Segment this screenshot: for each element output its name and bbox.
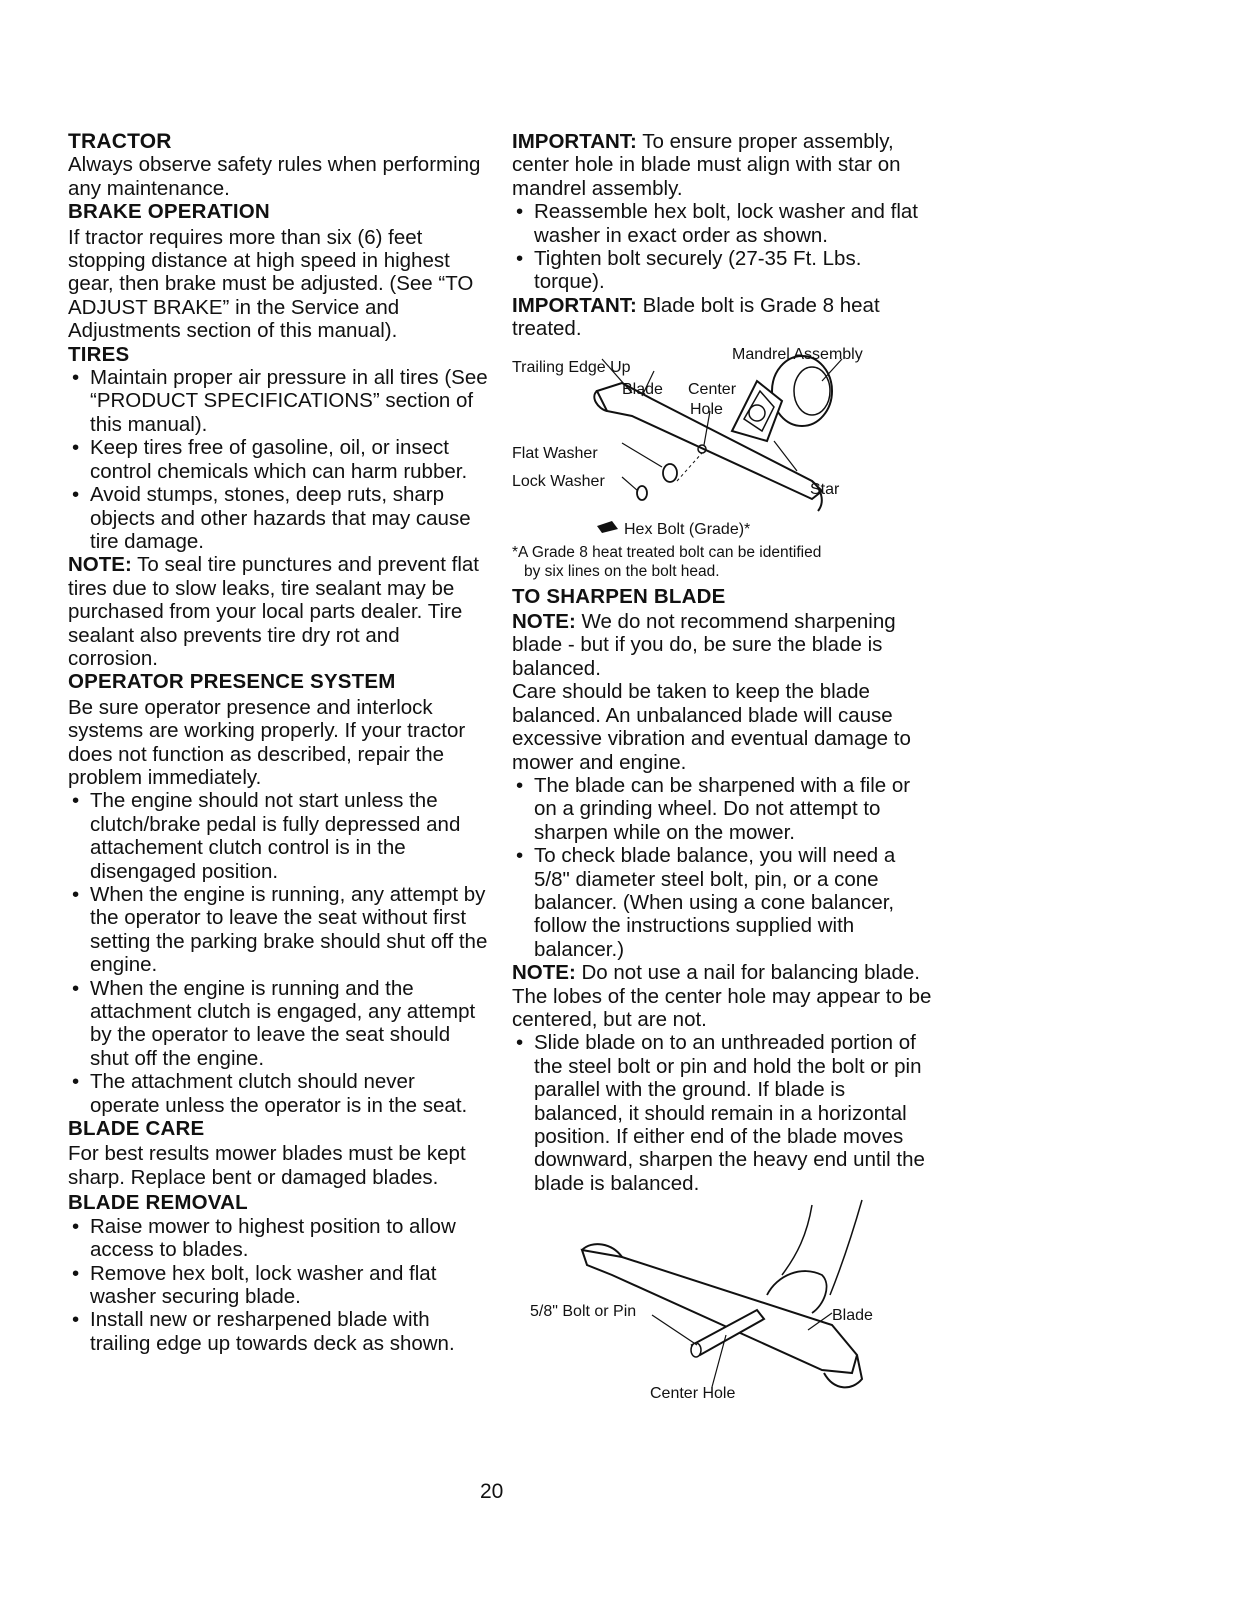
note-text: To seal tire punctures and prevent flat tires due to slow leaks, tire sealant may be purchased from your local parts dealer. Tire sealant also prevents tire dry rot and corrosion. bbox=[68, 553, 479, 670]
list-item: • To check blade balance, you will need a 5/8" diameter steel bolt, pin, or a cone balancer. (When using a cone balancer, follow the instructions supplied with balancer.) bbox=[512, 844, 932, 961]
important-label: IMPORTANT: bbox=[512, 293, 637, 317]
ops-heading: OPERATOR PRESENCE SYSTEM bbox=[68, 670, 396, 694]
blade-removal-heading: BLADE REMOVAL bbox=[68, 1191, 248, 1215]
tires-heading: TIRES bbox=[68, 342, 130, 366]
blade-label: Blade bbox=[622, 380, 663, 398]
important-text: To ensure proper assembly, center hole in blade must align with star on mandrel assembly. bbox=[512, 130, 901, 200]
page-number: 20 bbox=[480, 1480, 504, 1503]
brake-text: If tractor requires more than six (6) feet stopping distance at high speed in highest gear, then brake must be adjusted. (See “TO ADJUST BRAKE” in the Service and Adjustments section of this manual). bbox=[68, 225, 474, 343]
note-text: We do not recommend sharpening blade - but if you do, be sure the blade is balanced. bbox=[512, 610, 896, 680]
blade-assembly-figure bbox=[512, 341, 932, 541]
tires-list bbox=[68, 366, 488, 553]
hole-label: Hole bbox=[690, 400, 723, 418]
right-column bbox=[512, 130, 932, 1415]
important-2 bbox=[512, 294, 932, 341]
ops-text: Be sure operator presence and interlock systems are working properly. If your tractor does not function as described, repair the problem immediately. bbox=[68, 695, 466, 789]
list-item: • Raise mower to highest position to allow access to blades. bbox=[68, 1215, 488, 1262]
list-item: • Install new or resharpened blade with trailing edge up towards deck as shown. bbox=[68, 1308, 488, 1355]
tires-note bbox=[68, 553, 488, 670]
footnote-line: *A Grade 8 heat treated bolt can be identified bbox=[512, 543, 822, 561]
list-item: • Keep tires free of gasoline, oil, or insect control chemicals which can harm rubber. bbox=[68, 436, 488, 483]
list-item: • The blade can be sharpened with a file or on a grinding wheel. Do not attempt to sharpen while on the mower. bbox=[512, 774, 932, 844]
important-label: IMPORTANT: bbox=[512, 130, 637, 153]
list-item: • Remove hex bolt, lock washer and flat washer securing blade. bbox=[68, 1262, 488, 1309]
list-item: • Tighten bolt securely (27-35 Ft. Lbs. torque). bbox=[512, 247, 932, 294]
footnote-line: by six lines on the bolt head. bbox=[524, 562, 720, 580]
blade-care-text: For best results mower blades must be kept sharp. Replace bent or damaged blades. bbox=[68, 1142, 466, 1189]
list-item: • Maintain proper air pressure in all tires (See “PRODUCT SPECIFICATIONS” section of this manual). bbox=[68, 366, 488, 436]
list-item: • The attachment clutch should never operate unless the operator is in the seat. bbox=[68, 1070, 488, 1117]
balance-list bbox=[512, 1031, 932, 1195]
sharpen-text: Care should be taken to keep the blade balanced. An unbalanced blade will cause excessive vibration and eventual damage to mower and engine. bbox=[512, 680, 911, 774]
note-text: Do not use a nail for balancing blade. The lobes of the center hole may appear to be centered, but are not. bbox=[512, 961, 932, 1031]
brake-heading: BRAKE OPERATION bbox=[68, 200, 270, 224]
note-label: NOTE: bbox=[512, 961, 576, 985]
tractor-heading: TRACTOR bbox=[68, 130, 172, 153]
mandrel-label: Mandrel Assembly bbox=[732, 345, 863, 363]
hex-bolt-label: Hex Bolt (Grade)* bbox=[624, 520, 751, 538]
sharpen-heading: TO SHARPEN BLADE bbox=[512, 584, 726, 608]
list-item: • When the engine is running and the attachment clutch is engaged, any attempt by the operator to leave the seat should shut off the engine. bbox=[68, 977, 488, 1071]
list-item: • When the engine is running, any attempt by the operator to leave the seat without first setting the parking brake should shut off the engine. bbox=[68, 883, 488, 977]
left-column bbox=[68, 130, 488, 1355]
grade-8-footnote bbox=[512, 543, 932, 581]
center-hole-label: Center Hole bbox=[650, 1385, 736, 1403]
center-label: Center bbox=[688, 380, 737, 398]
star-label: Star bbox=[810, 480, 840, 498]
lock-washer-label: Lock Washer bbox=[512, 472, 605, 490]
note-label: NOTE: bbox=[512, 610, 576, 634]
note-label: NOTE: bbox=[68, 553, 132, 577]
tractor-text: Always observe safety rules when performing any maintenance. bbox=[68, 153, 481, 200]
list-item: • Avoid stumps, stones, deep ruts, sharp objects and other hazards that may cause tire damage. bbox=[68, 483, 488, 553]
trailing-edge-label: Trailing Edge Up bbox=[512, 358, 631, 376]
bolt-label: 5/8" Bolt or Pin bbox=[530, 1303, 637, 1321]
list-item: • The engine should not start unless the clutch/brake pedal is fully depressed and attachement clutch control is in the disengaged position. bbox=[68, 789, 488, 883]
flat-washer-label: Flat Washer bbox=[512, 444, 598, 462]
list-item: • Slide blade on to an unthreaded portion of the steel bolt or pin and hold the bolt or pin parallel with the ground. If blade is balanced, it should remain in a horizontal position. If either end of the blade moves downward, sharpen the heavy end until the blade is balanced. bbox=[512, 1031, 932, 1195]
important-1 bbox=[512, 130, 932, 200]
blade-removal-list bbox=[68, 1215, 488, 1355]
blade-care-heading: BLADE CARE bbox=[68, 1117, 205, 1141]
list-item: • Reassemble hex bolt, lock washer and flat washer in exact order as shown. bbox=[512, 200, 932, 247]
ops-list bbox=[68, 789, 488, 1117]
important-text: Blade bolt is Grade 8 heat treated. bbox=[512, 293, 880, 341]
assembly-list bbox=[512, 200, 932, 294]
sharpen-note-2 bbox=[512, 961, 932, 1031]
blade-balance-figure bbox=[512, 1195, 932, 1415]
sharpen-list bbox=[512, 774, 932, 961]
blade-label: Blade bbox=[832, 1307, 873, 1325]
sharpen-note-1 bbox=[512, 610, 932, 680]
